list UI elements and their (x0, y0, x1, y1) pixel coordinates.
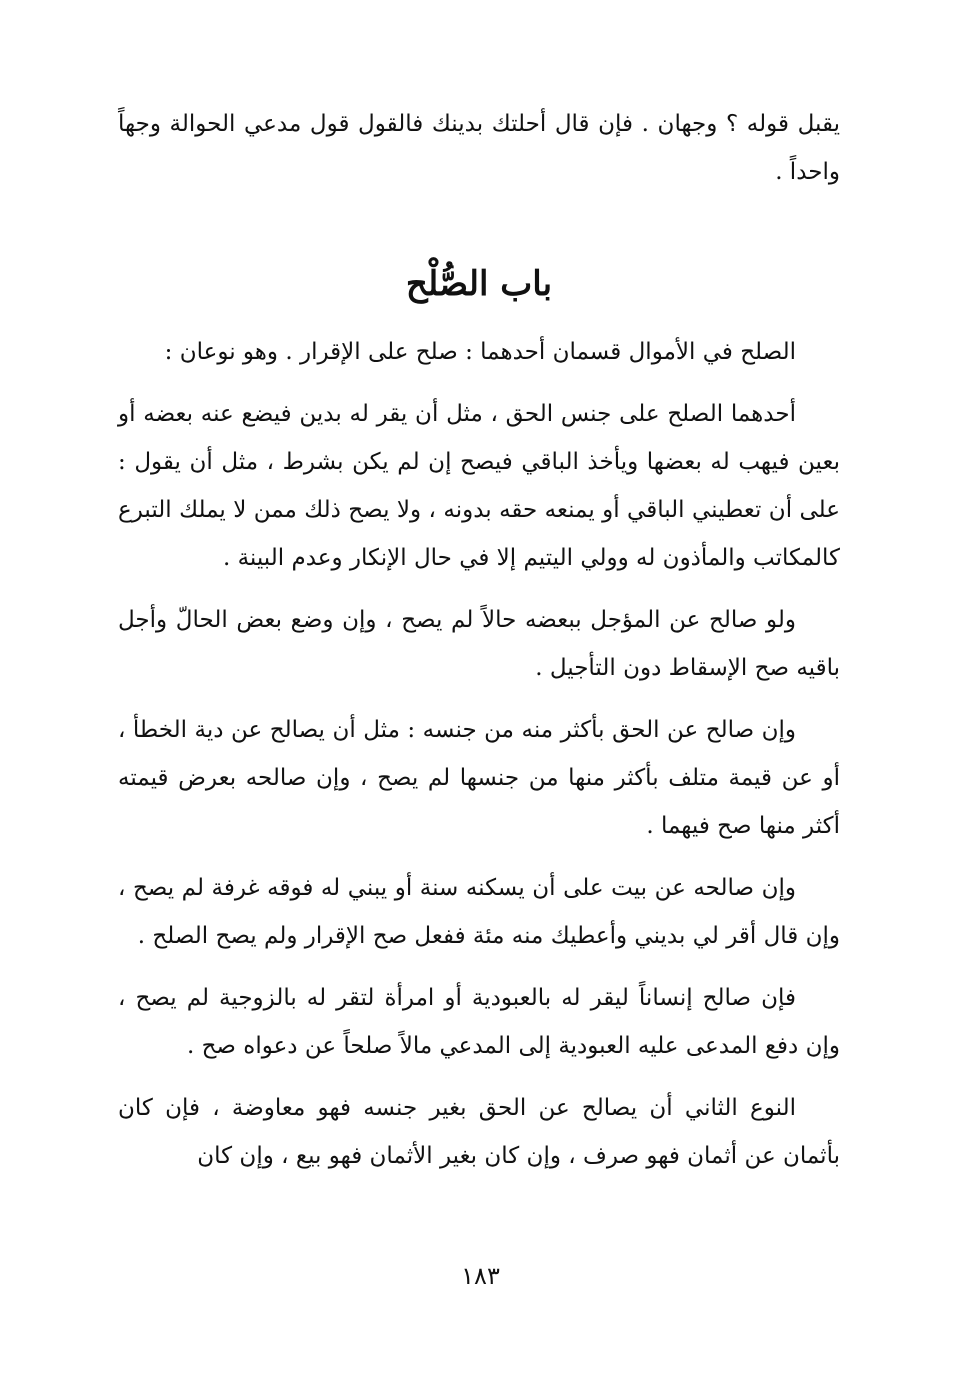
paragraph-6: فإن صالح إنساناً ليقر له بالعبودية أو امرأة لتقر له بالزوجية لم يصح ، وإن دفع المدعى عليه العبودية إلى المدعي مالاً صلحاً عن دعواه صح . (118, 985, 840, 1059)
paragraph-2: أحدهما الصلح على جنس الحق ، مثل أن يقر له بدين فيضع عنه بعضه أو بعين فيهب له بعضها ويأخذ الباقي فيصح إن لم يكن بشرط ، مثل أن يقول : على أن تعطيني الباقي أو يمنعه حقه بدونه ، ولا يصح ذلك ممن لا يملك التبرع كالمكاتب والمأذون له وولي اليتيم إلا في حال الإنكار وعدم البينة . (118, 401, 840, 571)
chapter-title: باب الصُّلْح (405, 264, 553, 304)
paragraph-7: النوع الثاني أن يصالح عن الحق بغير جنسه فهو معاوضة ، فإن كان بأثمان عن أثمان فهو صرف ، وإن كان بغير الأثمان فهو بيع ، وإن كان (118, 1095, 840, 1169)
paragraph-5: وإن صالحه عن بيت على أن يسكنه سنة أو يبني له فوقه غرفة لم يصح ، وإن قال أقر لي بديني وأعطيك منه مئة ففعل صح الإقرار ولم يصح الصلح . (118, 875, 840, 949)
paragraph-1: الصلح في الأموال قسمان أحدهما : صلح على الإقرار . وهو نوعان : (164, 339, 796, 365)
page-number: ١٨٣ (461, 1262, 500, 1290)
paragraph-4: وإن صالح عن الحق بأكثر منه من جنسه : مثل أن يصالح عن دية الخطأ ، أو عن قيمة متلف بأكثر منها من جنسها لم يصح ، وإن صالحه بعرض قيمته أكثر منها صح فيهما . (118, 717, 840, 839)
intro-paragraph: يقبل قوله ؟ وجهان . فإن قال أحلتك بدينك فالقول قول مدعي الحوالة وجهاً واحداً . (118, 111, 840, 185)
page-body (118, 100, 840, 1180)
paragraph-3: ولو صالح عن المؤجل ببعضه حالاً لم يصح ، وإن وضع بعض الحالّ وأجل باقيه صح الإسقاط دون التأجيل . (118, 607, 840, 681)
